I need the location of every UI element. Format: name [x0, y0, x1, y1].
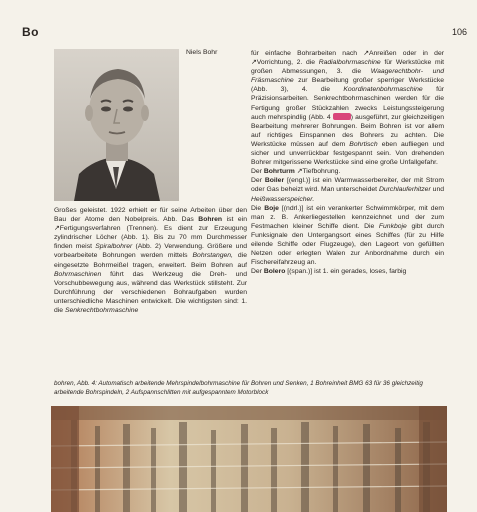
term-koordinatenbohrmaschine: Koordinatenbohrmaschine [343, 86, 423, 94]
text: [(ndrl.)] ist ein verankerter Schwimmkörper, mit dem man z. B. Ankerliegestellen kennzeichnet und der zum Festmachen kleiner Schiffe dient. Die [251, 204, 445, 230]
text: und [432, 186, 445, 194]
text: zur Bearbeitung großer sperriger Werkstücke (Abb. 3), 4. die [251, 77, 444, 94]
term-heisswasserspeicher: Heißwasserspeicher. [251, 195, 315, 203]
term-radialbohrmaschine: Radialbohrmaschine [318, 59, 381, 67]
entry-bohrturm [251, 167, 444, 176]
text: Das [181, 216, 194, 224]
term-bohrturm: Bohrturm [263, 168, 295, 176]
figure-label: bohren, [54, 380, 76, 387]
text: für Werkstücke mit großen Abmessungen, 3. die [251, 59, 445, 76]
term-waagerechtbohrmaschine: Waagerechtbohr- und Fräsmaschine [251, 68, 445, 85]
text: eben aufliegen und sicher und unverrückbar festgespannt sein. Von drehenden Bohrer mitgerissene Werkstücke sind eine große Unfallgefahr. [251, 140, 444, 167]
text: Der [251, 268, 262, 276]
text: für einfache Bohrarbeiten nach ↗Anreißen oder in der ↗Vorrichtung, 2. die [251, 50, 444, 67]
text: Der [251, 177, 262, 185]
paragraph [251, 49, 444, 167]
term-boje: Boje [264, 204, 279, 212]
text: (Abb. 2) Verwendung. Größere und vorbearbeitete Bohrungen werden mittels [54, 243, 248, 260]
portrait-caption: Niels Bohr [186, 49, 218, 56]
term-bohrtisch: Bohrtisch [349, 140, 378, 148]
text: für Präzisionsarbeiten. Senkrechtbohrmaschinen werden für die Fertigung großer Stückzahlen zwecks Leistungssteigerung auch mehrspindlig (Abb. 4 [251, 86, 444, 121]
text: die eingesetzte Bohrmeißel tragen, erweitert. Beim Bohren auf [54, 252, 247, 269]
term-boiler: Boiler [264, 177, 285, 185]
term-bohrmaschinen: Bohrmaschinen [54, 270, 102, 278]
term-funkboje: Funkboje [378, 222, 407, 230]
text: Großes geleistet. 1922 erhielt er für seine Arbeiten über den Bau der Atome den Nobelpreis. Abb. [54, 207, 247, 224]
term-bohren: Bohren [198, 216, 223, 224]
term-senkrechtbohrmaschine: Senkrechtbohrmaschine [64, 307, 139, 315]
term-bolero: Bolero [263, 268, 286, 276]
entry-boje [251, 204, 444, 268]
machine-image [51, 406, 447, 512]
term-bohrstangen: Bohrstangen, [192, 252, 233, 260]
portrait-photo [54, 49, 179, 201]
term-durchlauferhitzer: Durchlauferhitzer [378, 186, 431, 194]
figure-caption [54, 380, 448, 397]
machine-photo [51, 406, 447, 512]
text: [(span.)] ist 1. ein gerades, loses, farbig [287, 268, 407, 276]
figure-caption-text: Abb. 4: Automatisch arbeitende Mehrspindelbohrmaschine für Bohren und Senken, 1 Bohreinheit BMG 63 für 36 gleichzeitig arbeitende Bohrspindeln, 2 Aufspannschlitten mit aufgespanntem Motorblock [54, 380, 423, 396]
term-spiralbohrer: Spiralbohrer [95, 243, 133, 251]
text: Der [251, 168, 262, 176]
text: gibt durch Funksignale den Untergangsort eines Schiffes (für zu Hilfe eilende Schiffe oder Flugzeuge), den Lageort von gefüllten Netzen oder erlegten Walen zur Anbordnahme durch ein Fischereifahrzeug an. [251, 222, 444, 267]
entry-boiler [251, 176, 444, 203]
text: ist ein ↗Fertigungsverfahren (Trennen). Es dient zur Erzeugung zylindrischer Löcher (Abb. 1). Bis zu 70 mm Durchmesser finden meist [54, 216, 247, 251]
text: ↗Tiefbohrung. [296, 168, 341, 176]
text: ) ausgeführt, zur gleichzeitigen Bearbeitung mehrerer Bohrungen. Beim Bohren ist vor allem auf richtiges Einspannen des Bohrers zu achten. Die Werkstücke müssen auf dem [251, 113, 444, 148]
text: Die [251, 204, 262, 212]
entry-bolero [251, 267, 444, 276]
left-text-column [54, 206, 247, 315]
paragraph [54, 206, 247, 315]
color-marker-icon [333, 113, 351, 120]
page-header-title: Bo [22, 25, 39, 39]
text: führt das Werkzeug die Dreh- und Vorschubbewegung aus, während das Werkstück stillsteht. Zur Durchführung der verschiedenen Bohraufgaben wurden unterschiedliche Maschinen entwickelt. Die wichtigsten sind: 1. die [54, 270, 247, 315]
page-number: 106 [451, 27, 467, 37]
right-text-column [251, 49, 444, 276]
text: [(engl.)] ist ein Warmwasserbereiter, der mit Strom oder Gas beheizt wird. Man unterscheidet [251, 177, 445, 194]
portrait-image [54, 49, 179, 201]
